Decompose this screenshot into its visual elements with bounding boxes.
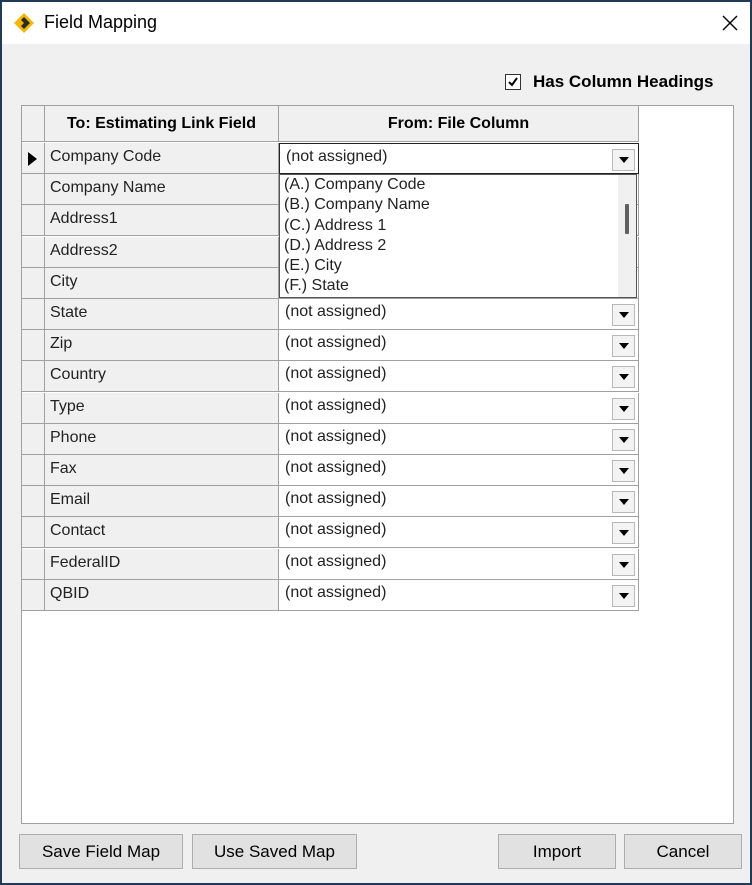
dropdown-button[interactable] [612, 149, 635, 171]
chevron-down-icon [619, 406, 629, 412]
row-header[interactable] [22, 237, 45, 268]
table-row[interactable] [22, 580, 639, 611]
column-dropdown-list[interactable] [279, 174, 637, 298]
chevron-down-icon [619, 312, 629, 318]
table-row[interactable] [22, 143, 639, 174]
check-icon [507, 76, 519, 88]
source-column-select[interactable] [279, 361, 639, 392]
table-row[interactable] [22, 517, 639, 548]
dropdown-scrollbar[interactable] [618, 175, 636, 297]
chevron-down-icon [619, 468, 629, 474]
dropdown-button[interactable] [612, 554, 635, 576]
has-column-headings-option[interactable] [505, 71, 713, 93]
row-header[interactable] [22, 299, 45, 330]
source-column-value: (not assigned) [285, 459, 387, 476]
grid-corner-cell [22, 106, 45, 142]
window-title: Field Mapping [44, 12, 158, 32]
dropdown-button[interactable] [612, 398, 635, 420]
table-row[interactable] [22, 393, 639, 424]
row-header[interactable] [22, 143, 45, 174]
source-column-select[interactable] [279, 143, 639, 174]
target-field-cell: State [45, 299, 279, 330]
row-header[interactable] [22, 549, 45, 580]
chevron-down-icon [619, 530, 629, 536]
row-header[interactable] [22, 330, 45, 361]
import-button[interactable]: Import [498, 834, 616, 869]
dropdown-button[interactable] [612, 304, 635, 326]
row-header[interactable] [22, 361, 45, 392]
to-field-column-header[interactable]: To: Estimating Link Field [45, 106, 279, 142]
target-field-cell: Contact [45, 517, 279, 548]
row-header[interactable] [22, 174, 45, 205]
chevron-down-icon [619, 499, 629, 505]
target-field-cell: Country [45, 361, 279, 392]
dropdown-option[interactable]: (A.) Company Code [284, 176, 426, 193]
source-column-value: (not assigned) [285, 396, 387, 414]
source-column-value: (not assigned) [285, 490, 387, 508]
dropdown-button[interactable] [612, 335, 635, 357]
row-header[interactable] [22, 268, 45, 299]
source-column-select[interactable] [279, 517, 639, 548]
grid-header-row [22, 106, 639, 143]
target-field-cell: City [45, 268, 279, 299]
dropdown-button[interactable] [612, 491, 635, 513]
source-column-value: (not assigned) [285, 365, 387, 383]
row-header[interactable] [22, 205, 45, 236]
target-field-cell: Phone [45, 424, 279, 455]
source-column-value: (not assigned) [285, 552, 387, 570]
row-header[interactable] [22, 455, 45, 486]
target-field-cell: Address1 [45, 205, 279, 236]
target-field-cell: Type [45, 393, 279, 424]
dropdown-option[interactable]: (C.) Address 1 [284, 216, 387, 234]
has-column-headings-label: Has Column Headings [533, 72, 714, 91]
source-column-value: (not assigned) [285, 334, 387, 352]
row-header[interactable] [22, 424, 45, 455]
target-field-cell: Email [45, 486, 279, 517]
target-field-cell: FederalID [45, 549, 279, 580]
row-header[interactable] [22, 486, 45, 517]
target-field-cell: QBID [45, 580, 279, 611]
has-column-headings-checkbox[interactable] [505, 74, 521, 90]
dropdown-option[interactable]: (B.) Company Name [284, 196, 430, 214]
table-row[interactable] [22, 549, 639, 580]
chevron-down-icon [619, 343, 629, 349]
source-column-value: (not assigned) [285, 521, 387, 539]
chevron-down-icon [619, 157, 629, 163]
chevron-down-icon [619, 437, 629, 443]
target-field-cell: Address2 [45, 237, 279, 268]
source-column-select[interactable] [279, 330, 639, 361]
dropdown-button[interactable] [612, 366, 635, 388]
dropdown-option[interactable]: (F.) State [284, 277, 349, 295]
source-column-select[interactable] [279, 580, 639, 611]
table-row[interactable] [22, 424, 639, 455]
dropdown-button[interactable] [612, 429, 635, 451]
row-header[interactable] [22, 393, 45, 424]
use-saved-map-button[interactable]: Use Saved Map [192, 834, 357, 869]
table-row[interactable] [22, 486, 639, 517]
source-column-select[interactable] [279, 393, 639, 424]
source-column-select[interactable] [279, 549, 639, 580]
from-column-column-header[interactable]: From: File Column [279, 106, 639, 142]
dropdown-button[interactable] [612, 460, 635, 482]
dropdown-options [280, 175, 636, 297]
dropdown-scroll-thumb[interactable] [625, 204, 629, 234]
target-field-cell: Company Code [45, 143, 279, 174]
dropdown-option[interactable]: (D.) Address 2 [284, 236, 387, 254]
source-column-select[interactable] [279, 424, 639, 455]
target-field-cell: Company Name [45, 174, 279, 205]
chevron-down-icon [619, 562, 629, 568]
dropdown-button[interactable] [612, 585, 635, 607]
app-logo-icon [13, 12, 35, 34]
target-field-cell: Fax [45, 455, 279, 486]
source-column-value: (not assigned) [286, 148, 388, 165]
close-icon[interactable] [710, 6, 750, 40]
table-row[interactable] [22, 455, 639, 486]
row-header[interactable] [22, 580, 45, 611]
chevron-down-icon [619, 593, 629, 599]
table-row[interactable] [22, 330, 639, 361]
source-column-select[interactable] [279, 486, 639, 517]
dropdown-button[interactable] [612, 522, 635, 544]
row-header[interactable] [22, 517, 45, 548]
table-row[interactable] [22, 361, 639, 392]
save-field-map-button[interactable]: Save Field Map [19, 834, 183, 869]
title-bar[interactable] [2, 2, 750, 44]
table-row[interactable] [22, 299, 639, 330]
source-column-select[interactable] [279, 299, 639, 330]
cancel-button[interactable]: Cancel [624, 834, 742, 869]
chevron-down-icon [619, 374, 629, 380]
current-row-arrow-icon [28, 152, 37, 166]
source-column-value: (not assigned) [285, 303, 387, 320]
source-column-select[interactable] [279, 455, 639, 486]
source-column-value: (not assigned) [285, 583, 387, 601]
dropdown-option[interactable]: (E.) City [284, 257, 342, 275]
source-column-value: (not assigned) [285, 427, 387, 445]
target-field-cell: Zip [45, 330, 279, 361]
